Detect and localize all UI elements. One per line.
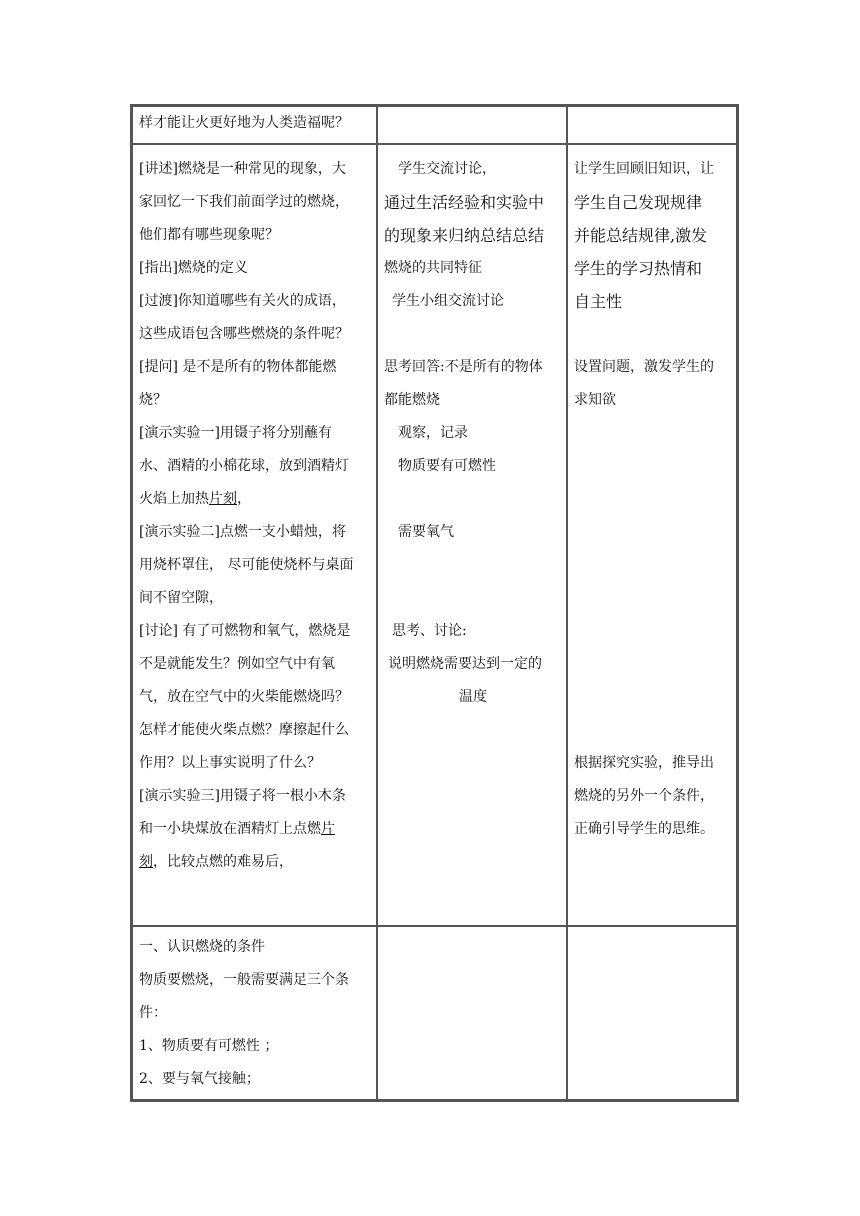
text-line: 水、酒精的小棉花球，放到酒精灯	[139, 458, 349, 474]
text-line: 通过生活经验和实验中	[384, 193, 545, 212]
text-line: 温度	[459, 689, 487, 705]
text-line: [过渡]你知道哪些有关火的成语，	[139, 293, 346, 309]
text-line: 求知欲	[574, 392, 616, 408]
text-line: 怎样才能使火柴点燃？摩擦起什么	[139, 722, 349, 738]
text-line: 不是就能发生？例如空气中有氧	[139, 656, 335, 672]
text-line	[139, 813, 372, 846]
table-row	[132, 144, 737, 926]
teacher-activity-cell	[132, 144, 377, 926]
text-line: 燃烧的共同特征	[384, 260, 482, 276]
text-line: 自主性	[574, 292, 623, 311]
text-line: 气，放在空气中的火柴能燃烧吗？	[139, 689, 349, 705]
text-line: 样才能让火更好地为人类造福呢？	[139, 115, 349, 131]
table-row	[132, 106, 737, 144]
student-activity-cell	[377, 106, 567, 144]
text-line: [指出]燃烧的定义	[139, 260, 248, 276]
text-line: 设置问题，激发学生的	[574, 359, 714, 375]
text-line: [演示实验二]点燃一支小蜡烛，将	[139, 524, 346, 540]
text-line: 物质要燃烧，一般需要满足三个条	[139, 972, 349, 988]
text-line: 需要氧气	[398, 524, 454, 540]
text-line: [演示实验一]用镊子将分别蘸有	[139, 425, 332, 441]
text-line: 让学生回顾旧知识，让	[574, 161, 714, 177]
text-line: 根据探究实验，推导出	[574, 755, 714, 771]
student-activity-cell	[377, 144, 567, 926]
text-line: 正确引导学生的思维。	[574, 821, 714, 837]
text-line: 他们都有哪些现象呢？	[139, 227, 279, 243]
text-segment: ，比较点燃的难易后，	[153, 854, 293, 870]
underlined-text: 片刻	[209, 491, 237, 507]
text-line	[139, 483, 372, 516]
lesson-plan-table	[130, 104, 739, 1102]
design-intent-cell	[567, 144, 737, 926]
teacher-activity-cell	[132, 926, 377, 1100]
text-line: 思考回答:不是所有的物体	[384, 359, 543, 375]
text-line: 间不留空隙，	[139, 590, 223, 606]
text-line: [演示实验三]用镊子将一根小木条	[139, 788, 346, 804]
text-line: 学生的学习热情和	[574, 259, 703, 278]
text-line: 用烧杯罩住， 尽可能使烧杯与桌面	[139, 557, 354, 573]
text-line: 烧？	[139, 392, 167, 408]
text-line: 物质要有可燃性	[398, 458, 496, 474]
text-line	[139, 846, 372, 879]
text-line: 这些成语包含哪些燃烧的条件呢？	[139, 326, 349, 342]
text-line: 学生自己发现规律	[574, 193, 703, 212]
text-segment: 和一小块煤放在酒精灯上点燃	[139, 821, 321, 837]
design-intent-cell	[567, 106, 737, 144]
text-line: 家回忆一下我们前面学过的燃烧，	[139, 194, 349, 210]
text-line: 说明燃烧需要达到一定的	[388, 656, 542, 672]
text-line: [讲述]燃烧是一种常见的现象，大	[139, 161, 346, 177]
text-line: 思考、讨论:	[392, 623, 467, 639]
text-line: 观察，记录	[398, 425, 468, 441]
text-segment: 火焰上加热	[139, 491, 209, 507]
text-line: [讨论] 有了可燃物和氧气，燃烧是	[139, 623, 351, 639]
text-line: 作用？以上事实说明了什么？	[139, 755, 321, 771]
text-line: 件：	[139, 1005, 167, 1021]
underlined-text: 片	[321, 821, 335, 837]
section-heading: 一、认识燃烧的条件	[139, 939, 265, 955]
design-intent-cell	[567, 926, 737, 1100]
text-line: [提问] 是不是所有的物体都能燃	[139, 359, 337, 375]
text-line: 并能总结规律,激发	[574, 226, 708, 245]
text-line: 1、物质要有可燃性 ；	[139, 1038, 279, 1054]
text-line: 学生交流讨论，	[398, 161, 496, 177]
student-activity-cell	[377, 926, 567, 1100]
teacher-activity-cell	[132, 106, 377, 144]
text-line: 都能燃烧	[384, 392, 440, 408]
underlined-text: 刻	[139, 854, 153, 870]
text-segment: ，	[237, 491, 251, 507]
text-line: 燃烧的另外一个条件，	[574, 788, 714, 804]
table-row	[132, 926, 737, 1100]
text-line: 2、要与氧气接触；	[139, 1071, 260, 1087]
text-line: 学生小组交流讨论	[392, 293, 504, 309]
text-line: 的现象来归纳总结总结	[384, 226, 545, 245]
